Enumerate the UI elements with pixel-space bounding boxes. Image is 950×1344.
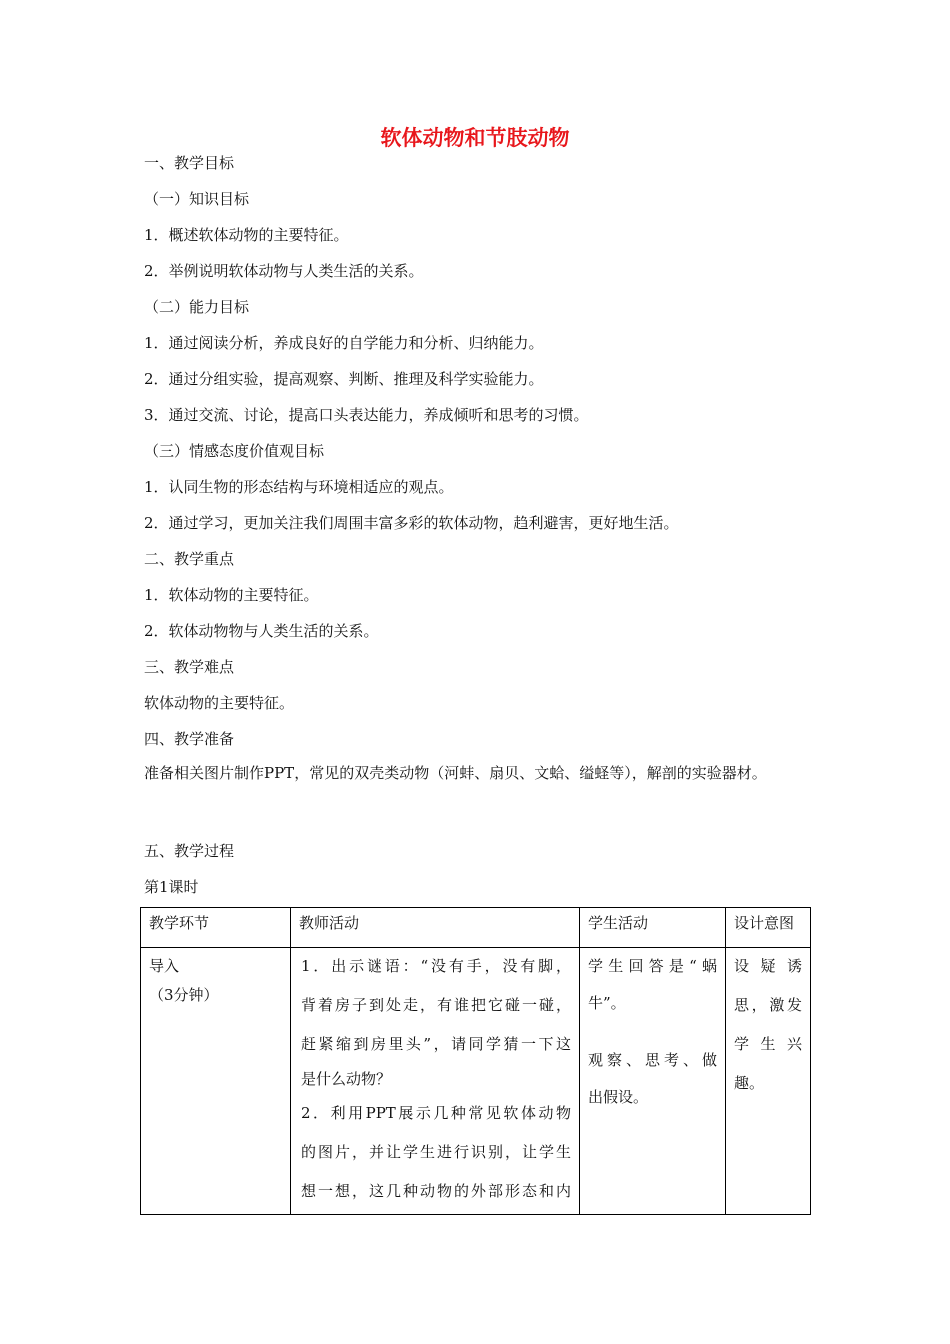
intent-line: 趣。 xyxy=(734,1074,765,1092)
key-point-1: 1．软体动物的主要特征。 xyxy=(144,586,319,604)
teacher-line: 是什么动物？ xyxy=(301,1070,392,1088)
teacher-line: 的图片，并让学生进行识别，让学生 xyxy=(301,1143,571,1161)
subheading-knowledge: （一）知识目标 xyxy=(144,190,250,208)
teacher-line: 想一想，这几种动物的外部形态和内 xyxy=(301,1182,571,1200)
section-heading-process: 五、教学过程 xyxy=(144,842,235,860)
knowledge-item-1: 1．概述软体动物的主要特征。 xyxy=(144,226,349,244)
teacher-line: 1．出示谜语：“没有手，没有脚， xyxy=(301,957,571,975)
intent-line: 设疑诱 xyxy=(734,957,802,975)
header-design-intent: 设计意图 xyxy=(726,908,811,948)
section-heading-difficulties: 三、教学难点 xyxy=(144,658,235,676)
cell-student-activity xyxy=(580,948,726,1215)
values-item-2: 2．通过学习，更加关注我们周围丰富多彩的软体动物，趋利避害，更好地生活。 xyxy=(144,514,679,532)
key-point-2: 2．软体动物物与人类生活的关系。 xyxy=(144,622,379,640)
stage-duration: （3分钟） xyxy=(149,986,219,1004)
header-stage: 教学环节 xyxy=(141,908,291,948)
preparation-text: 准备相关图片制作PPT，常见的双壳类动物（河蚌、扇贝、文蛤、缢蛏等），解剖的实验器材。 xyxy=(144,764,767,782)
section-heading-objectives: 一、教学目标 xyxy=(144,154,235,172)
teacher-line: 2．利用PPT展示几种常见软体动物 xyxy=(301,1104,571,1122)
teacher-line: 赶紧缩到房里头”，请同学猜一下这 xyxy=(301,1035,571,1053)
student-line: 牛”。 xyxy=(588,994,626,1012)
stage-name: 导入 xyxy=(149,957,180,975)
header-teacher-activity: 教师活动 xyxy=(291,908,580,948)
values-item-1: 1．认同生物的形态结构与环境相适应的观点。 xyxy=(144,478,454,496)
document-title: 软体动物和节肢动物 xyxy=(380,126,570,150)
table-header-row xyxy=(141,908,811,948)
intent-line: 学生兴 xyxy=(734,1035,802,1053)
intent-line: 思，激发 xyxy=(734,996,802,1014)
ability-item-2: 2．通过分组实验，提高观察、判断、推理及科学实验能力。 xyxy=(144,370,544,388)
subheading-values: （三）情感态度价值观目标 xyxy=(144,442,325,460)
ability-item-3: 3．通过交流、讨论，提高口头表达能力，养成倾听和思考的习惯。 xyxy=(144,406,589,424)
teacher-line: 背着房子到处走，有谁把它碰一碰， xyxy=(301,996,571,1014)
difficulty-item: 软体动物的主要特征。 xyxy=(144,694,295,712)
student-line: 出假设。 xyxy=(588,1088,649,1106)
section-heading-preparation: 四、教学准备 xyxy=(144,730,235,748)
cell-teacher-activity xyxy=(291,948,580,1215)
student-line: 学生回答是“蜗 xyxy=(588,957,717,975)
subheading-ability: （二）能力目标 xyxy=(144,298,250,316)
student-line: 观察、思考、做 xyxy=(588,1051,717,1069)
cell-design-intent xyxy=(726,948,811,1215)
table-row xyxy=(141,948,811,1215)
section-heading-key-points: 二、教学重点 xyxy=(144,550,235,568)
cell-stage xyxy=(141,948,291,1215)
knowledge-item-2: 2．举例说明软体动物与人类生活的关系。 xyxy=(144,262,424,280)
lesson-period: 第1课时 xyxy=(144,878,199,896)
teaching-process-table xyxy=(140,907,811,1215)
header-student-activity: 学生活动 xyxy=(580,908,726,948)
ability-item-1: 1．通过阅读分析，养成良好的自学能力和分析、归纳能力。 xyxy=(144,334,544,352)
